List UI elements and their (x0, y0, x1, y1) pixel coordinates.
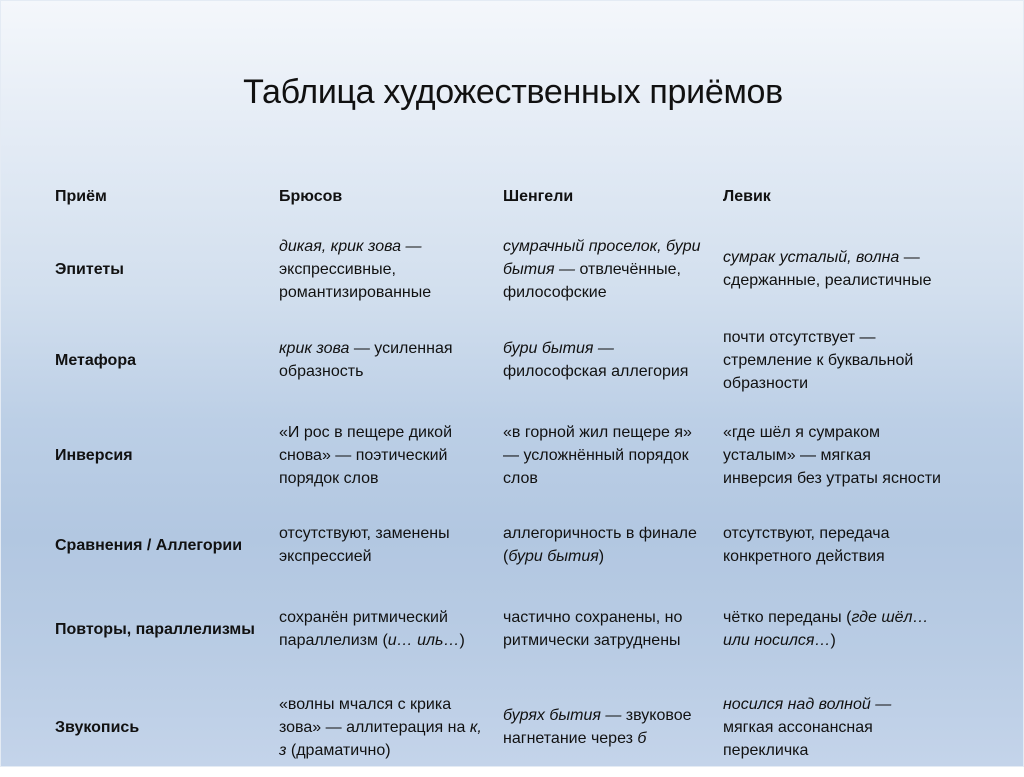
cell-text: отсутствуют, заменены экспрессией (279, 525, 450, 565)
row-label-epithets: Эпитеты (55, 260, 124, 278)
header-shengeli: Шенгели (503, 187, 574, 205)
cell-italic: крик зова (279, 340, 350, 357)
cell-levik (717, 401, 949, 509)
cell-text: «волны мчался с крика зова» — аллитерация на (279, 695, 470, 736)
cell-levik (717, 677, 949, 777)
cell-italic: сумрачный проселок, бури бытия — (503, 237, 701, 278)
table-row (49, 581, 949, 677)
row-label-sound: Звукопись (55, 718, 140, 736)
cell-italic: сумрак усталый, волна (723, 249, 900, 266)
row-label-metaphor: Метафора (55, 351, 136, 369)
cell-italic-tail: где шёл… или носился… (723, 609, 929, 649)
cell-bryusov (273, 509, 497, 581)
cell-text-tail: ) (598, 548, 605, 565)
cell-shengeli (497, 219, 717, 319)
cell-text: отсутствуют, передача конкретного действия (723, 525, 890, 565)
cell-shengeli (497, 401, 717, 509)
cell-bryusov (273, 677, 497, 777)
cell-levik (717, 509, 949, 581)
table-row (49, 509, 949, 581)
cell-text: чётко переданы ( (723, 609, 852, 626)
cell-italic-tail: б (637, 730, 647, 747)
cell-text: сохранён ритмический параллелизм ( (279, 609, 448, 649)
cell-text: «в горной жил пещере я» — усложнённый порядок слов (503, 423, 692, 487)
cell-italic-tail: к, з (279, 718, 482, 759)
cell-shengeli (497, 677, 717, 777)
cell-italic: дикая, крик зова — (279, 237, 422, 255)
techniques-table (49, 173, 949, 777)
header-bryusov: Брюсов (279, 187, 343, 205)
cell-italic: носился над волной — (723, 695, 892, 713)
cell-text: — усиленная образность (279, 340, 453, 380)
cell-italic-tail: бури бытия (508, 548, 599, 565)
header-technique: Приём (55, 187, 107, 205)
row-label-repetitions: Повторы, параллелизмы (55, 620, 255, 638)
row-label-comparisons: Сравнения / Аллегории (55, 536, 243, 554)
table-row (49, 677, 949, 777)
cell-text-tail: ) (459, 632, 465, 649)
cell-shengeli (497, 319, 717, 401)
table-header (49, 173, 949, 219)
cell-text: экспрессивные, романтизированные (279, 260, 432, 301)
cell-bryusov (273, 319, 497, 401)
cell-italic: бурях бытия — (503, 707, 622, 724)
cell-text: звуковое нагнетание через (503, 707, 692, 747)
cell-text: «где шёл я сумраком усталым» — мягкая инверсия без утраты ясности (723, 423, 941, 487)
cell-levik (717, 219, 949, 319)
cell-text: — сдержанные, реалистичные (723, 249, 932, 289)
cell-bryusov (273, 401, 497, 509)
cell-text: мягкая ассонансная перекличка (723, 718, 873, 759)
cell-levik (717, 581, 949, 677)
cell-shengeli (497, 581, 717, 677)
table-row (49, 319, 949, 401)
table-body (49, 219, 949, 777)
row-label-inversion: Инверсия (55, 446, 133, 464)
cell-italic: бури бытия — (503, 340, 614, 357)
cell-text: частично сохранены, но ритмически затруднены (503, 609, 683, 649)
table-row (49, 401, 949, 509)
table-row (49, 219, 949, 319)
header-row (49, 173, 949, 219)
cell-text-tail: ) (830, 632, 836, 649)
cell-text: отвлечённые, философские (503, 260, 681, 301)
cell-italic-tail: и… иль… (387, 632, 460, 649)
cell-text: почти отсутствует — стремление к буквальной образности (723, 328, 914, 392)
header-levik: Левик (723, 187, 771, 205)
cell-text: философская аллегория (503, 363, 689, 380)
cell-text-tail: (драматично) (286, 741, 391, 759)
cell-shengeli (497, 509, 717, 581)
cell-text: «И рос в пещере дикой снова» — поэтический порядок слов (279, 423, 453, 487)
cell-text: аллегоричность в финале ( (503, 525, 697, 565)
cell-bryusov (273, 219, 497, 319)
slide-title: Таблица художественных приёмов (243, 73, 783, 111)
cell-levik (717, 319, 949, 401)
cell-bryusov (273, 581, 497, 677)
